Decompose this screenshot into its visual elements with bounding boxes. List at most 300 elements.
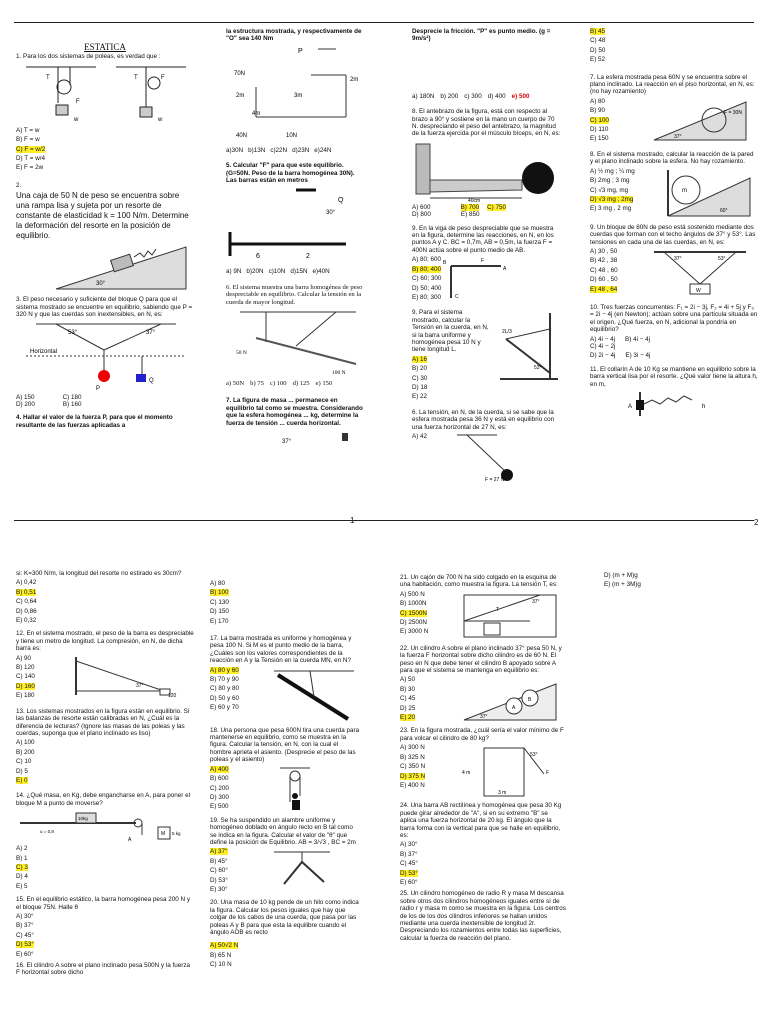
mass-label: m	[682, 187, 687, 194]
bottom-rule	[14, 520, 754, 521]
p1-column-2	[226, 28, 366, 452]
p2-column-4	[604, 572, 754, 591]
question-24	[400, 802, 566, 886]
ramp-spring-figure	[16, 243, 194, 293]
option: B) 325 N	[400, 753, 425, 761]
option: C) 48 , 60	[590, 266, 618, 274]
option: D) 2500N	[400, 619, 427, 627]
fig-label: w	[74, 116, 79, 123]
sphere-wall-figure	[660, 168, 752, 218]
mass-label: 10kg	[78, 816, 88, 822]
option: C) 140	[16, 673, 35, 681]
angle-label: 37°	[136, 682, 144, 689]
option-highlighted: C) 3	[16, 863, 28, 871]
force-label: P	[298, 47, 303, 55]
question-20	[210, 899, 360, 968]
option: E) 170	[210, 617, 229, 625]
question-continuation: la estructura mostrada, y respectivamente de "O" sea 140 Nm	[226, 28, 362, 43]
question-stem: 6. El sistema muestra una barra homogénea de peso despreciable en equilibrio. Calcular la tensión en la cuerda de mayor longitud.	[226, 283, 363, 306]
block-pulley-figure	[16, 809, 194, 843]
option: C) 10	[16, 758, 32, 766]
option: C) 80 y 80	[210, 685, 240, 693]
question-2	[16, 182, 194, 293]
option: E) 3000 N	[400, 628, 429, 636]
pulley-blocks-figure	[16, 320, 194, 392]
option: c) 100	[269, 380, 287, 388]
question-stem: 18. Una persona que pesa 600N tira una cuerda para mantenerse en equilibrio, como se muestra en la figura. Calcular la tensión, en N, con la cual el hombre aprieta el asiento. (Desprecie el peso de las poleas y el asiento)	[210, 726, 360, 764]
question-7	[226, 397, 366, 449]
option: A) 42	[412, 433, 428, 440]
option-highlighted: B) 100	[210, 589, 229, 597]
pulley-figure	[16, 63, 194, 125]
option: e)40N	[312, 268, 330, 276]
option: B) 37°	[16, 922, 34, 930]
option: B) 4i − 4j	[625, 335, 651, 343]
option: A) ½ mg ; ¼ mg	[590, 167, 635, 175]
question-11b	[590, 366, 758, 418]
question-9b	[590, 224, 758, 298]
fig-label: T	[46, 74, 50, 81]
option-highlighted: D) 53°	[400, 869, 418, 877]
question-stem: 4. Hallar el valor de la fuerza P, para que el momento resultante de las fuerzas aplicadas a	[16, 414, 173, 429]
option-highlighted: D) √3 mg ; 2mg	[590, 195, 634, 203]
option: A) 100	[16, 739, 35, 747]
question-19	[210, 817, 360, 896]
option: C) 45	[400, 695, 416, 703]
page-title: ESTATICA	[84, 42, 126, 52]
option: C) 4i − 2j	[590, 342, 616, 350]
tension-label: T	[496, 606, 500, 613]
option: e)24N	[314, 146, 332, 154]
angle-label: 60°	[720, 207, 728, 214]
question-stem: 16. El cilindro A sobre el plano inclinado pesa 500N y la fuerza F horizontal sobre dicho	[16, 962, 190, 977]
point-label: A	[503, 266, 507, 273]
weight-label: 120	[168, 692, 177, 697]
option: E) 5	[16, 882, 28, 890]
inclined-bar-figure	[270, 667, 358, 723]
option: C) 200	[210, 784, 229, 792]
question-stem: 3. El peso necesario y suficiente del bloque Q para que el sistema mostrado se encuentre en equilibrio, sabiendo que P = 320 N y que las cuerdas son inextensibles, en N, es:	[16, 296, 193, 319]
option: D) 4	[16, 873, 28, 881]
option: D) 0,86	[16, 607, 37, 615]
option: e) 150	[315, 380, 333, 388]
angle-label: 37°	[282, 439, 292, 446]
option-highlighted: E) 0	[16, 776, 28, 784]
option: b) 200	[440, 92, 459, 100]
question-stem: 19. Se ha suspendido un alambre uniforme y homogéneo doblado en ángulo recto en B tal como se indica en la figura. Calcular el valor de "θ" que define la posición de Equilibrio. AB = 3/√3 , BC = 2m	[210, 816, 356, 846]
option: A) T = w	[16, 126, 40, 134]
bar-pulley-figure	[226, 186, 366, 266]
dimension-label: 2m	[350, 76, 359, 83]
option: A) 4i − 4j	[590, 335, 616, 343]
option: B) 200	[16, 748, 35, 756]
inclined-bar-figure	[496, 309, 560, 383]
question-stem: 14. ¿Qué masa, en Kg, debe engancharse en A, para poner el bloque M a punto de moverse?	[16, 792, 190, 807]
p2-column-1	[16, 570, 194, 980]
person-pulley-figure	[270, 766, 340, 812]
question-stem: 1. Para los dos sistemas de poleas, es verdad que :	[16, 53, 161, 61]
mass-label: 5 kg	[172, 831, 181, 837]
option-highlighted: C) F = w/2	[16, 145, 46, 153]
option-highlighted: B) 700	[460, 203, 480, 211]
force-label: 40N	[236, 132, 248, 139]
option: D) 2i − 4j	[590, 352, 616, 360]
question-stem: 22. Un cilindro A sobre el plano inclinado 37° pesa 50 N, y la fuerza F horizontal sobre dicho cilindro es de 60 N. El peso en N que debe tener el cilindro B apoyado sobre A para que el sistema se mantenga en equilibrio es:	[400, 644, 562, 675]
option: D) 60 , 50	[590, 276, 618, 284]
option: A) 80; 600	[412, 256, 442, 264]
option: c)10N	[268, 268, 286, 276]
question-stem: 25. Un cilindro homogéneo de radio R y masa M descansa sobre otros dos cilindros homogéneos iguales entre sí de radio r y masa m como se muestra en la figura. Los centros de los de los dos cilindros inferiores se hallan unidos mediante una cuerda inextensible de longitud 2r. Despreciando los rozamientos entre todas las superficies, calcular la fuerza de reacción del plano.	[400, 890, 566, 942]
bent-wire-figure	[270, 848, 340, 888]
option: B) 45°	[210, 857, 228, 865]
question-stem: 20. Una masa de 10 kg pende de un hilo como indica la figura. Calcular los pesos iguales que hay que colgar de los cabos de una cuerda, que pasa por las poleas A y B para que esta la equilibre cuando el ángulo AOB es recto	[210, 899, 359, 936]
force-label: F	[481, 258, 485, 265]
force-label: F = 30N	[724, 109, 742, 116]
fig-label: F	[161, 74, 165, 81]
question-4	[16, 414, 194, 429]
force-label: F	[546, 770, 550, 777]
page-2	[0, 540, 768, 1024]
question-10b	[590, 304, 758, 360]
option: D) (m + M)g	[604, 572, 638, 579]
p2-column-3	[400, 574, 566, 945]
angle-label: 37°	[480, 714, 488, 721]
option: a) 9N	[226, 268, 242, 276]
question-number: 2.	[16, 181, 22, 189]
question-25	[400, 890, 566, 942]
question-stem: 9. Para el sistema mostrado, calcular la Tensión en la cuerda, en N, si la barra uniforme y homogénea pesa 10 N y tiene longitud L.	[412, 309, 489, 354]
option: D) 25	[400, 704, 416, 712]
question-10	[412, 309, 562, 402]
force-label: 10N	[286, 132, 298, 139]
option: C) 180	[62, 394, 82, 402]
option-highlighted: C) 750	[487, 203, 507, 211]
question-stem: 23. En la figura mostrada, ¿cuál sería el valor mínimo de F para volcar el cilindro de 80 kg?	[400, 727, 564, 742]
angle-label: 53°	[718, 255, 726, 262]
friction-label: u = 0,8	[40, 829, 54, 835]
option: D) 50	[590, 46, 606, 54]
fig-label: F	[76, 98, 80, 105]
question-16	[16, 962, 194, 977]
dimension-label: 4 m	[462, 770, 471, 777]
question-stem: 10. Tres fuerzas concurrentes: F₁ = 2i − 3j, F₂ = 4i + 5j y F₃ = 2i − 4j (en Newton); actúan sobre una partícula situada en el origen. ¿Qué fuerza, en N, adicional la pondría en equilibrio?	[590, 303, 758, 334]
angle-label: 37°	[674, 255, 682, 262]
option: C) 350 N	[400, 763, 426, 771]
block-label: Q	[149, 378, 154, 385]
page-number: 1	[350, 516, 355, 525]
option: A) 80	[590, 97, 606, 105]
question-stem: 11. El collarín A de 10 Kg se mantiene en equilibrio sobre la barra vertical lisa por el resorte. ¿Qué valor tiene la altura h, en m,	[590, 365, 758, 388]
option-highlighted: B) 80; 400	[412, 265, 442, 273]
option: B) 42 , 38	[590, 257, 618, 265]
force-label: 70N	[234, 70, 246, 77]
question-stem: 12. En el sistema mostrado, el peso de la barra es despreciable y tiene un metro de longitud. La compresión, en N, de dicha barra es:	[16, 630, 194, 653]
option-highlighted: D) 375 N	[400, 772, 426, 780]
option: c)22N	[270, 146, 288, 154]
option: D) 300	[210, 793, 229, 801]
option: B) 1000N	[400, 600, 427, 608]
question-stem: 7. La figura de masa ... permanece en equilibrio tal como se muestra. Considerando que la esfera homogénea ... kg, determine la fuerza de tensión ... cuerda horizontal.	[226, 397, 363, 427]
dimension-label: 2L/3	[502, 329, 512, 336]
option: C) 130	[210, 598, 229, 606]
question-17	[210, 635, 360, 723]
option: E) 80; 300	[412, 293, 442, 301]
top-rule	[14, 22, 754, 23]
option: E) 60°	[400, 878, 418, 886]
question-stem: 8. En el sistema mostrado, calcular la reacción de la pared y el plano inclinado sobre la esfera. No hay rozamiento.	[590, 150, 754, 166]
option: A) 500 N	[400, 590, 425, 598]
point-label: B	[443, 260, 447, 267]
question-15	[16, 896, 194, 958]
bar-ropes-figure	[226, 308, 366, 378]
fig-label: T	[134, 74, 138, 81]
option: E) 0,32	[16, 617, 37, 625]
option: B) 90	[590, 107, 606, 115]
question-8	[412, 108, 562, 218]
option: E) 180	[16, 692, 35, 700]
option: B) 37°	[400, 850, 418, 858]
dimension-label: 40cm	[468, 197, 481, 202]
block-label: M	[161, 831, 166, 838]
option: B) 65 N	[210, 951, 232, 959]
beam-figure	[441, 256, 521, 300]
option: b) 75	[250, 380, 264, 388]
angle-label: 37°	[674, 133, 682, 140]
option: E) 850	[460, 211, 480, 219]
structure-figure	[226, 45, 366, 145]
option: D) 5	[16, 767, 28, 775]
option: C) 45°	[16, 931, 34, 939]
question-stem: Una caja de 50 N de peso se encuentra sobre una rampa lisa y sujeta por un resorte de constante de elasticidad k = 100 N/m. Determine la deformación del resorte en la posición de equilibrio.	[16, 191, 189, 241]
dimension-label: 2m	[236, 92, 245, 99]
option: d) 400	[487, 92, 506, 100]
option: A) 80	[210, 580, 226, 587]
dimension-label: 3m	[294, 92, 303, 99]
option-highlighted: A) 37°	[210, 848, 228, 856]
question-stem: 17. La barra mostrada es uniforme y homogénea y pesa 100 N. Si M es el punto medio de la barra, ¿Cuáles son los valores correspondientes de la reacción en A y la Tensión en la cuerda MN, en N?	[210, 635, 352, 665]
option: A) 30°	[400, 841, 418, 849]
weight-label: W	[696, 287, 701, 294]
horizontal-label: Horizontal	[30, 349, 58, 356]
option-highlighted: D) 53°	[16, 941, 34, 949]
question-1	[16, 53, 194, 171]
forearm-figure	[412, 140, 562, 202]
option: B) 1	[16, 854, 28, 862]
force-label: F = 27 N	[485, 477, 505, 483]
option-highlighted: A) 50√2 N	[210, 942, 239, 950]
sphere-figure	[226, 429, 366, 449]
sphere-rope-figure	[427, 433, 517, 483]
question-23	[400, 727, 566, 798]
option: d)23N	[292, 146, 310, 154]
p1-column-3	[412, 28, 562, 486]
p1-column-1	[16, 44, 194, 432]
option: E) 400 N	[400, 781, 425, 789]
question-5	[226, 162, 366, 276]
block-two-ropes-figure	[650, 248, 750, 298]
option: D) 53°	[210, 876, 228, 884]
label: Q	[338, 197, 344, 205]
option: E) 60 y 70	[210, 704, 239, 712]
option-answer: e) 500	[511, 92, 530, 100]
question-stem: 8. El antebrazo de la figura, está con respecto al brazo a 90° y sostiene en la mano un cuerpo de 70 N. despreciando el peso del antebrazo, la magnitud de la fuerza ejercida por el músculo bíceps, en N, es:	[412, 108, 561, 138]
question-stem: 7. La esfera mostrada pesa 60N y se encuentra sobre el plano inclinado. La reacción en el piso horizontal, en N, es: (no hay rozamiento)	[590, 73, 755, 96]
option: E) 52	[590, 56, 606, 64]
question-stem: 24. Una barra AB rectilínea y homogénea que pesa 30 Kg puede girar alrededor de "A", si en su extremo "B" se aplica una fuerza horizontal de 20 kg. El ángulo que la barra forma con la vertical para que se halle en equilibrio, es:	[400, 802, 562, 839]
angle-label: 53°	[68, 330, 78, 337]
question-8b	[590, 151, 758, 218]
angle-label: 53°	[534, 365, 542, 372]
option: C) 60; 300	[412, 275, 442, 283]
option: D) 50 y 60	[210, 694, 240, 702]
question-12	[16, 630, 194, 701]
option-highlighted: A) 80 y 60	[210, 666, 239, 674]
question-stem: 15. En el equilibrio estático, la barra homogénea pesa 200 N y el bloque 75N. Halle θ	[16, 896, 190, 911]
option: b)13N	[248, 146, 266, 154]
option: b)20N	[246, 268, 264, 276]
option: A) 300 N	[400, 744, 425, 752]
option: C) 60°	[210, 867, 228, 875]
angle-label: 30°	[96, 281, 106, 288]
option: a) 50N	[226, 380, 245, 388]
option: A) 30°	[16, 913, 34, 920]
point-label: C	[455, 294, 460, 301]
option: D) 18	[412, 383, 428, 391]
option: A) 90	[16, 654, 32, 662]
angle-label: 53°	[530, 752, 538, 759]
angle-label: 37°	[146, 330, 156, 337]
option: A) 2	[16, 845, 28, 853]
question-21	[400, 574, 566, 641]
option: D) 200	[16, 400, 35, 408]
fig-label: w	[158, 116, 163, 123]
option: B) 2mg ; 3 mg	[590, 177, 630, 185]
option: A) 0,42	[16, 579, 37, 587]
option: E) 60°	[16, 950, 34, 958]
option-highlighted: B) 0,51	[16, 588, 37, 596]
option: B) 120	[16, 664, 35, 672]
cylinders-incline-figure	[460, 676, 560, 722]
option: A) 150	[16, 394, 35, 402]
option: a) 180N	[412, 92, 435, 100]
option: B) 30	[400, 685, 416, 693]
option-highlighted: A) 400	[210, 765, 229, 773]
question-14	[16, 792, 194, 890]
question-18	[210, 727, 360, 813]
option: C) 45°	[400, 860, 418, 868]
question-stem: 6. La tensión, en N, de la cuerda, si se sabe que la esfera mostrada pesa 36 N y está en equilibrio con una fuerza horizontal de 27 N, es:	[412, 408, 555, 431]
option: d) 125	[292, 380, 310, 388]
question-3	[16, 296, 194, 408]
option: B) 20	[412, 365, 428, 373]
option: E) 3 mg , 2 mg	[590, 205, 632, 213]
option: B) 70 y 90	[210, 676, 239, 684]
dimension-label: 2	[306, 253, 310, 261]
option: D) 110	[590, 126, 609, 134]
option: C) √3 mg, mg	[590, 186, 629, 194]
sphere-incline-figure	[650, 98, 750, 142]
option-highlighted: A) 16	[412, 355, 428, 363]
cylinder-label: B	[528, 697, 532, 704]
option: a)30N	[226, 146, 244, 154]
option: B) F = w	[16, 136, 40, 144]
question-continuation: si: K=300 N/m, la longitud del resorte no estirado es 30cm?	[16, 570, 182, 577]
dimension-label: 4m	[252, 110, 261, 117]
option: C) 0,64	[16, 598, 37, 606]
force-label: 100 N	[332, 370, 346, 377]
box-corner-figure	[460, 591, 560, 641]
force-label: 50 N	[236, 350, 247, 357]
question-stem: 9. En la viga de peso despreciable que se muestra en la figura, determine las reacciones, en N, en los puntos A y C. BC = 0,7m, AB = 0,5m, la fuerza F = 400N actúa sobre el punto medio de AB.	[412, 224, 554, 254]
option: E) 500	[210, 803, 229, 811]
option: E) 30°	[210, 885, 228, 893]
page-number: 2	[754, 518, 759, 527]
option: D) 50; 400	[412, 284, 442, 292]
question-stem: 21. Un cajón de 700 N ha sido colgado en la esquina de una habitación, como muestra la figura. La tensión T, es:	[400, 574, 558, 589]
option: D) 800	[412, 211, 431, 219]
option: A) 600	[412, 203, 431, 211]
question-6	[226, 284, 366, 388]
option: C) 10 N	[210, 961, 232, 969]
option: D) 150	[210, 608, 229, 616]
question-stem: 5. Calcular "F" para que este equilibrio. (G=50N. Peso de la barra homogénea 30N). Las barras están en metros	[226, 162, 355, 185]
question-9	[412, 225, 562, 304]
option: D) T = w/4	[16, 155, 45, 163]
option: B) 600	[210, 775, 229, 783]
option: E) (m + 3M)g	[604, 581, 641, 589]
dimension-label: 3 m	[498, 790, 507, 797]
option: E) 3i − 4j	[625, 352, 651, 360]
option: E) F = 2w	[16, 164, 44, 172]
cylinder-tip-figure	[454, 744, 564, 798]
option: C) 30	[412, 374, 428, 382]
question-stem: 13. Los sistemas mostrados en la figura están en equilibrio. Si las balanzas de resorte están calibradas en N, ¿Cuál es la diferencia de lecturas? (Ignore las masas de las poleas y las cuerdas, suponga que el plano inclinado es liso)	[16, 707, 190, 737]
question-13	[16, 708, 194, 787]
question-stem: 9. Un bloque de 80N de peso está sostenido mediante dos cuerdas que forman con el techo ángulos de 37° y 53°. Las tensiones en cada una de las cuerdas, en N, es:	[590, 223, 756, 246]
option-highlighted: E) 48 , 64	[590, 285, 618, 293]
block-label: P	[96, 386, 101, 393]
collar-spring-figure	[590, 390, 740, 418]
p1-column-4	[590, 28, 758, 421]
point-label: A	[628, 403, 633, 410]
option: A) 30 , 50	[590, 247, 618, 255]
option: E) 150	[590, 135, 609, 143]
bar-compression-figure	[72, 655, 182, 697]
question-7b	[590, 74, 758, 145]
angle-label: 30°	[326, 210, 336, 217]
angle-label: 37°	[532, 598, 540, 605]
question-continuation: Desprecie la fricción. "P" es punto medio. (g = 9m/s²)	[412, 28, 551, 43]
option: E) 22	[412, 393, 428, 401]
option: B) 160	[62, 400, 82, 408]
option: A) 50	[400, 676, 416, 684]
option-highlighted: C) 100	[590, 116, 609, 124]
p2-column-2	[210, 580, 360, 972]
point-label: A	[128, 837, 132, 844]
cylinder-label: A	[512, 705, 516, 712]
option-highlighted: B) 45	[590, 28, 606, 35]
dimension-label: h	[702, 403, 706, 410]
question-22	[400, 645, 566, 724]
option: c) 300	[464, 92, 482, 100]
question-11	[412, 409, 562, 483]
option: C) 48	[590, 37, 606, 45]
option-highlighted: C) 1500N	[400, 609, 427, 617]
option-highlighted: E) 20	[400, 714, 416, 722]
dimension-label: 6	[256, 253, 260, 261]
option: d)15N	[290, 268, 308, 276]
option-highlighted: D) 160	[16, 682, 35, 690]
